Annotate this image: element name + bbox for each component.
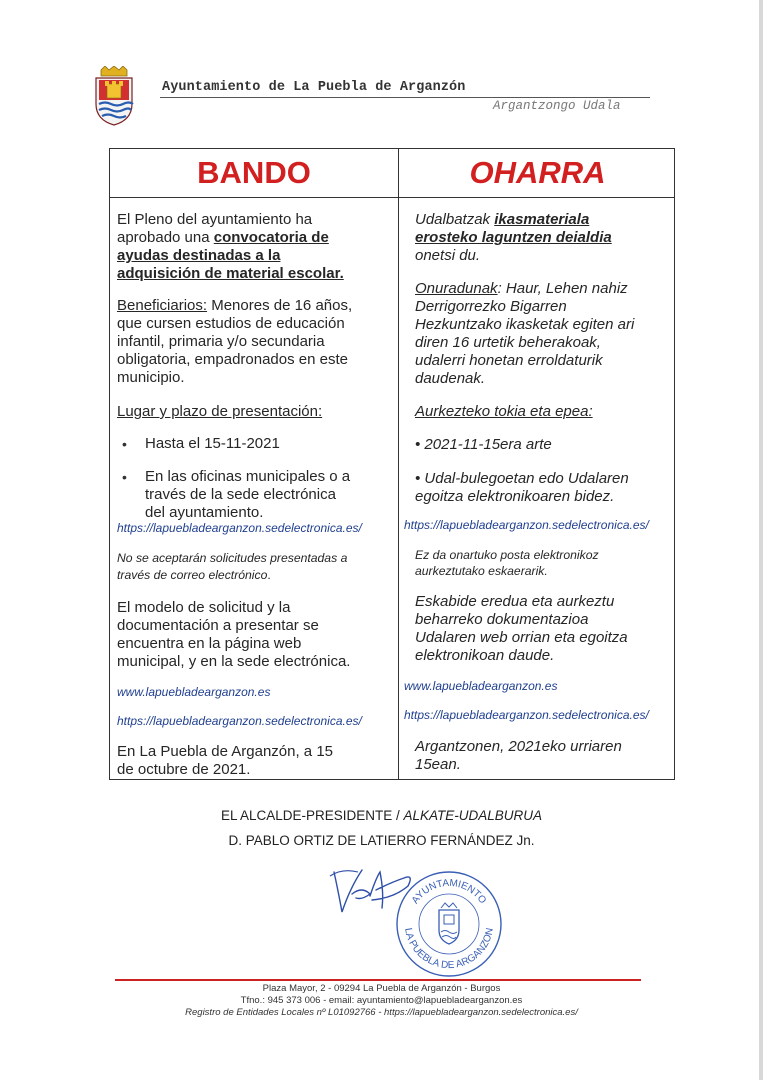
footer-address: Plaza Mayor, 2 - 09294 La Puebla de Arganzón - Burgos	[262, 983, 501, 994]
es-date-line-2: de octubre de 2021.	[117, 761, 251, 778]
eu-benef-label: Onuradunak	[415, 280, 498, 297]
eu-benef-line-4: diren 16 urtetik beherakoak,	[415, 334, 601, 351]
header-subtitle: Argantzongo Udala	[493, 99, 621, 113]
eu-place-label: Aurkezteko tokia eta epea:	[415, 403, 593, 420]
es-sede-link[interactable]: https://lapuebladearganzon.sedelectronica.es/	[117, 521, 362, 535]
es-date-line-1: En La Puebla de Arganzón, a 15	[117, 743, 334, 760]
notice-table	[109, 148, 675, 780]
eu-benef-line-2: Derrigorrezko Bigarren	[415, 298, 567, 315]
eu-model-line-2: beharreko dokumentazioa	[415, 611, 589, 628]
footer-rule	[115, 979, 641, 981]
es-intro-bold-2: ayudas destinadas a la	[117, 247, 281, 264]
eu-item-2-line-2: egoitza elektronikoaren bidez.	[415, 488, 615, 505]
es-benef-text-1: Menores de 16 años,	[207, 297, 353, 314]
es-intro-text: aprobado una	[117, 229, 214, 246]
eu-benef-line-1	[415, 280, 628, 298]
eu-sede-link[interactable]: https://lapuebladearganzon.sedelectronica.es/	[404, 518, 649, 532]
eu-web-link[interactable]: www.lapuebladearganzon.es	[404, 679, 558, 693]
signatory-role	[0, 808, 763, 823]
role-es: EL ALCALDE-PRESIDENTE /	[220, 808, 404, 823]
es-benef-line-3: infantil, primaria y/o secundaria	[117, 333, 325, 350]
footer-registry: Registro de Entidades Locales nº L01092766 - https://lapuebladearganzon.sedelectronica.es/	[185, 1007, 578, 1018]
es-bullet-2: •	[122, 469, 127, 485]
es-intro-line-1: El Pleno del ayuntamiento ha	[117, 211, 313, 228]
eu-model-line-3: Udalaren web orrian eta egoitza	[415, 629, 628, 646]
column-divider	[398, 149, 399, 779]
es-model-line-2: documentación a presentar se	[117, 617, 319, 634]
stamp-bottom-text: LA PUEBLA DE ARGANZON	[402, 927, 496, 972]
eu-model-line-4: elektronikoan daude.	[415, 647, 555, 664]
eu-benef-text-1: : Haur, Lehen nahiz	[497, 280, 628, 297]
eu-item-2-line-1: • Udal-bulegoetan edo Udalaren	[415, 470, 629, 487]
official-stamp	[393, 868, 505, 980]
es-no-email-text: través de correo electrónico	[117, 568, 268, 582]
es-item-2-line-1: En las oficinas municipales o a	[145, 468, 351, 485]
eu-intro-pre: Udalbatzak	[415, 211, 495, 228]
eu-no-email-line-1: Ez da onartuko posta elektronikoz	[415, 548, 599, 562]
es-item-2-line-3: del ayuntamiento.	[145, 504, 264, 521]
heading-bando: BANDO	[197, 155, 311, 190]
es-benef-line-5: municipio.	[117, 369, 185, 386]
es-benef-line-4: obligatoria, empadronados en este	[117, 351, 348, 368]
signatory-name: D. PABLO ORTIZ DE LATIERRO FERNÁNDEZ Jn.	[228, 833, 535, 848]
page-edge	[759, 0, 763, 1080]
role-eu: ALKATE-UDALBURUA	[403, 808, 543, 823]
es-model-line-4: municipal, y en la sede electrónica.	[117, 653, 351, 670]
eu-item-1: • 2021-11-15era arte	[415, 436, 552, 453]
es-no-email-period: .	[267, 568, 271, 582]
header-title: Ayuntamiento de La Puebla de Arganzón	[162, 80, 466, 95]
es-no-email-line-1: No se aceptarán solicitudes presentadas a	[117, 551, 348, 565]
eu-no-email-line-2: aurkeztutako eskaerarik.	[415, 564, 548, 578]
coat-of-arms-logo	[93, 66, 135, 126]
es-intro-line-2	[117, 229, 329, 247]
eu-model-line-1: Eskabide eredua eta aurkeztu	[415, 593, 615, 610]
heading-oharra: OHARRA	[469, 155, 606, 190]
header-divider	[110, 197, 674, 198]
eu-intro-line-1	[415, 211, 589, 229]
es-benef-line-2: que cursen estudios de educación	[117, 315, 345, 332]
footer-contact: Tfno.: 945 373 006 - email: ayuntamiento@lapuebladearganzon.es	[240, 995, 523, 1006]
es-web-link[interactable]: www.lapuebladearganzon.es	[117, 685, 271, 699]
eu-intro-post: onetsi du.	[415, 247, 481, 264]
eu-date-line-2: 15ean.	[415, 756, 461, 773]
es-benef-line-1	[117, 297, 352, 315]
eu-intro-bold-1: ikasmateriala	[494, 211, 590, 228]
eu-sede-link-2[interactable]: https://lapuebladearganzon.sedelectronica.es/	[404, 708, 649, 722]
es-bullet-1: •	[122, 436, 127, 452]
eu-benef-line-6: daudenak.	[415, 370, 486, 387]
es-intro-bold-3: adquisición de material escolar.	[117, 265, 344, 282]
eu-intro-bold-2: erosteko laguntzen deialdia	[415, 229, 612, 246]
es-item-1: Hasta el 15-11-2021	[145, 435, 280, 452]
es-no-email-line-2	[117, 567, 271, 583]
es-place-label: Lugar y plazo de presentación:	[117, 403, 323, 420]
es-model-line-1: El modelo de solicitud y la	[117, 599, 291, 616]
header-rule	[160, 97, 650, 98]
es-intro-bold-1: convocatoria de	[213, 229, 329, 246]
eu-benef-line-5: udalerri honetan erroldaturik	[415, 352, 603, 369]
stamp-top-text: AYUNTAMIENTO	[409, 877, 489, 907]
es-item-2-line-2: través de la sede electrónica	[145, 486, 336, 503]
es-model-line-3: encuentra en la página web	[117, 635, 302, 652]
eu-date-line-1: Argantzonen, 2021eko urriaren	[415, 738, 622, 755]
es-sede-link-2[interactable]: https://lapuebladearganzon.sedelectronica.es/	[117, 714, 362, 728]
es-benef-label: Beneficiarios:	[117, 297, 208, 314]
eu-benef-line-3: Hezkuntzako ikasketak egiten ari	[415, 316, 635, 333]
